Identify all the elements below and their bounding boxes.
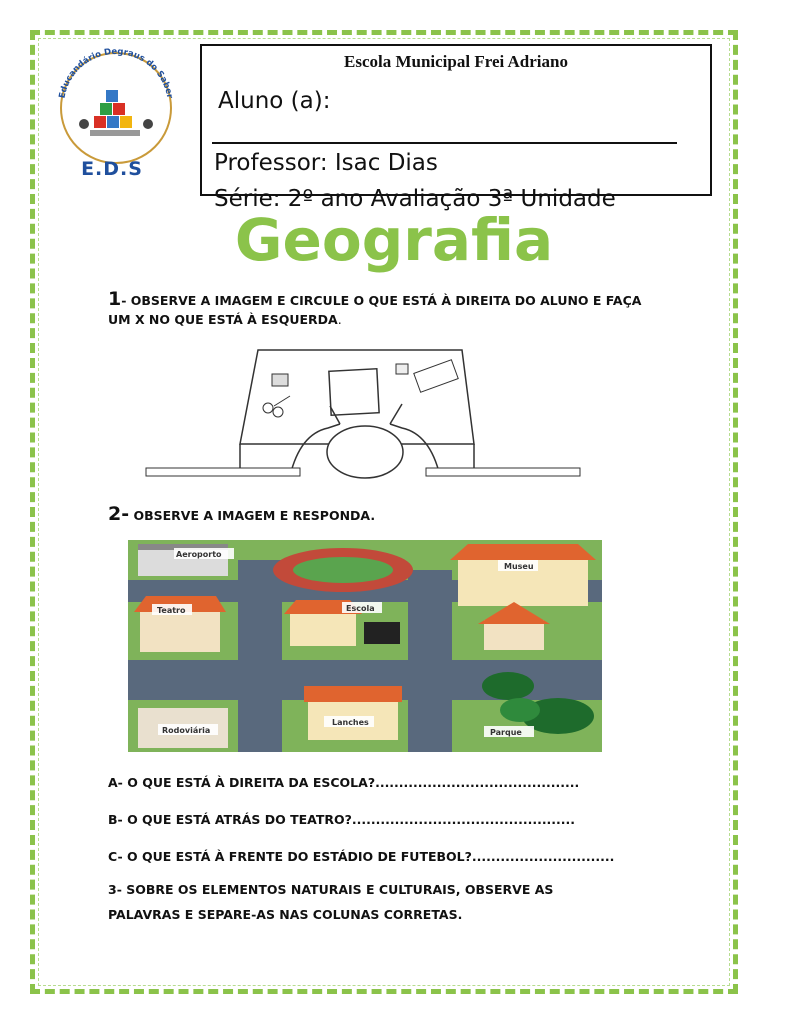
series-label: Série: 2º ano Avaliação 3ª Unidade (214, 186, 616, 212)
question-2a: A- O QUE ESTÁ À DIREITA DA ESCOLA?........................................... (108, 775, 580, 790)
city-map-illustration (128, 540, 602, 752)
question-2-text: OBSERVE A IMAGEM E RESPONDA. (129, 508, 376, 523)
label-airport: Aeroporto (176, 550, 222, 559)
student-label: Aluno (a): (218, 88, 331, 114)
label-bus-station: Rodoviária (162, 726, 211, 735)
question-2b: B- O QUE ESTÁ ATRÁS DO TEATRO?............................................... (108, 812, 576, 827)
question-2 (108, 505, 668, 525)
logo-caption: E.D.S (81, 158, 143, 180)
question-3-line-1: 3- SOBRE OS ELEMENTOS NATURAIS E CULTURAIS, OBSERVE AS (108, 882, 554, 897)
question-3-line-2: PALAVRAS E SEPARE-AS NAS COLUNAS CORRETAS. (108, 907, 463, 922)
question-1-text: - OBSERVE A IMAGEM E CIRCULE O QUE ESTÁ À DIREITA DO ALUNO E FAÇA UM X NO QUE ESTÁ À ESQUERDA (108, 293, 642, 327)
name-line (212, 142, 677, 144)
museum-building (450, 544, 596, 606)
question-1-number: 1 (108, 288, 122, 310)
label-museum: Museu (504, 562, 534, 571)
svg-text:Educandário Degraus do Saber: Educandário Degraus do Saber (57, 46, 175, 100)
question-2c: C- O QUE ESTÁ À FRENTE DO ESTÁDIO DE FUTEBOL?.............................. (108, 849, 615, 864)
label-theater: Teatro (157, 606, 186, 615)
school-name: Escola Municipal Frei Adriano (343, 52, 568, 71)
subject-title: Geografia (234, 206, 554, 274)
label-park: Parque (490, 728, 522, 737)
snack-bar-building (304, 686, 402, 740)
question-2-number: 2- (108, 503, 130, 525)
question-1: 1- OBSERVE A IMAGEM E CIRCULE O QUE ESTÁ À DIREITA DO ALUNO E FAÇA UM X NO QUE ESTÁ À ESQUERDA. (108, 288, 642, 327)
label-snack-bar: Lanches (332, 718, 369, 727)
header-box (200, 44, 712, 212)
student-desk-illustration (140, 344, 586, 476)
label-school: Escola (346, 604, 375, 613)
teacher-label: Professor: Isac Dias (214, 150, 438, 176)
